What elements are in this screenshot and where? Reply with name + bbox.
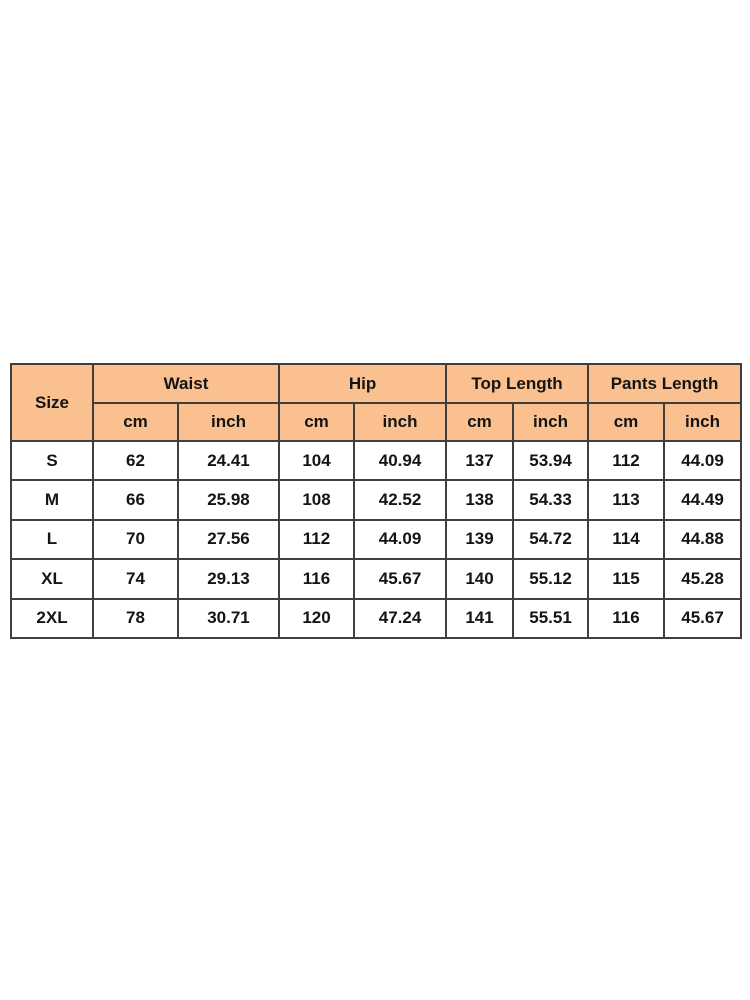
value-cell: 66 (93, 480, 178, 519)
unit-top-inch: inch (513, 403, 588, 441)
size-label: XL (11, 559, 93, 598)
value-cell: 53.94 (513, 441, 588, 480)
unit-top-cm: cm (446, 403, 513, 441)
value-cell: 62 (93, 441, 178, 480)
unit-hip-cm: cm (279, 403, 354, 441)
value-cell: 138 (446, 480, 513, 519)
value-cell: 55.12 (513, 559, 588, 598)
value-cell: 112 (588, 441, 664, 480)
value-cell: 140 (446, 559, 513, 598)
header-group-row (11, 364, 741, 403)
unit-waist-cm: cm (93, 403, 178, 441)
value-cell: 25.98 (178, 480, 279, 519)
value-cell: 54.72 (513, 520, 588, 559)
header-hip: Hip (279, 364, 446, 403)
header-unit-row (11, 403, 741, 441)
value-cell: 24.41 (178, 441, 279, 480)
header-top-length: Top Length (446, 364, 588, 403)
unit-hip-inch: inch (354, 403, 446, 441)
value-cell: 44.09 (354, 520, 446, 559)
table-row-s (11, 441, 741, 480)
header-size: Size (11, 364, 93, 441)
value-cell: 112 (279, 520, 354, 559)
table-row-xl (11, 559, 741, 598)
table-row-m (11, 480, 741, 519)
value-cell: 116 (588, 599, 664, 638)
value-cell: 54.33 (513, 480, 588, 519)
value-cell: 74 (93, 559, 178, 598)
value-cell: 78 (93, 599, 178, 638)
size-chart-table (10, 363, 742, 639)
value-cell: 42.52 (354, 480, 446, 519)
size-label: L (11, 520, 93, 559)
value-cell: 141 (446, 599, 513, 638)
value-cell: 137 (446, 441, 513, 480)
value-cell: 45.67 (664, 599, 741, 638)
value-cell: 116 (279, 559, 354, 598)
header-waist: Waist (93, 364, 279, 403)
unit-pants-inch: inch (664, 403, 741, 441)
value-cell: 120 (279, 599, 354, 638)
value-cell: 104 (279, 441, 354, 480)
size-chart (10, 363, 740, 639)
value-cell: 70 (93, 520, 178, 559)
value-cell: 113 (588, 480, 664, 519)
value-cell: 30.71 (178, 599, 279, 638)
value-cell: 47.24 (354, 599, 446, 638)
value-cell: 45.67 (354, 559, 446, 598)
value-cell: 45.28 (664, 559, 741, 598)
table-row-2xl (11, 599, 741, 638)
value-cell: 44.88 (664, 520, 741, 559)
value-cell: 115 (588, 559, 664, 598)
header-pants-length: Pants Length (588, 364, 741, 403)
unit-pants-cm: cm (588, 403, 664, 441)
size-label: M (11, 480, 93, 519)
unit-waist-inch: inch (178, 403, 279, 441)
size-label: S (11, 441, 93, 480)
value-cell: 44.49 (664, 480, 741, 519)
value-cell: 27.56 (178, 520, 279, 559)
value-cell: 55.51 (513, 599, 588, 638)
size-label: 2XL (11, 599, 93, 638)
value-cell: 44.09 (664, 441, 741, 480)
value-cell: 108 (279, 480, 354, 519)
table-row-l (11, 520, 741, 559)
value-cell: 139 (446, 520, 513, 559)
value-cell: 114 (588, 520, 664, 559)
value-cell: 40.94 (354, 441, 446, 480)
value-cell: 29.13 (178, 559, 279, 598)
